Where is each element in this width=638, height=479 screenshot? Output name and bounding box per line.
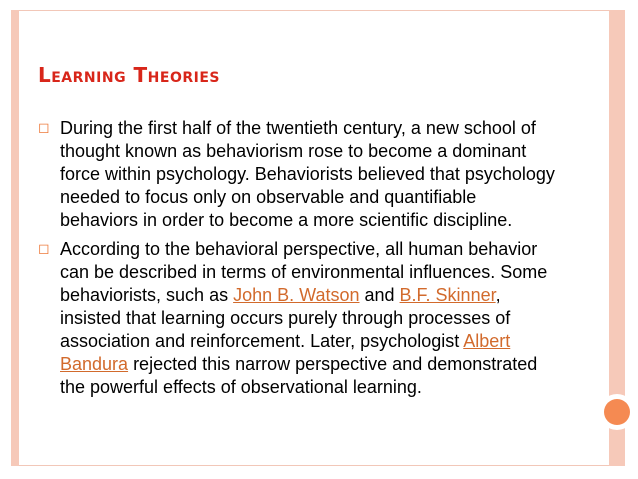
bullet-text: During the first half of the twentieth century, a new school of thought known as behaviorism rose to become a dominant force within psychology. Behaviorists believed that psychology needed to focus only on observable and quantifiable behaviors in order to become a more scientific discipline. [60,118,555,230]
link-albert-bandura[interactable]: Albert Bandura [60,331,511,374]
orange-dot-icon [604,399,630,425]
bullet-text [60,238,558,399]
bullet-text-segment: and [359,285,400,305]
square-bullet-icon: ◻ [38,241,50,257]
link-john-b-watson[interactable]: John B. Watson [233,285,360,305]
bullet-list [38,117,558,399]
square-bullet-icon: ◻ [38,120,50,136]
bullet-text-segment: , insisted that learning occurs purely through processes of association and reinforcement. Later, psychologist [60,285,511,351]
link-bf-skinner[interactable]: B.F. Skinner [399,285,496,305]
bullet-item [38,238,558,399]
bullet-text-segment: rejected this narrow perspective and demonstrated the powerful effects of observational learning. [60,354,538,397]
bullet-text-segment: According to the behavioral perspective, all human behavior can be described in terms of environmental influences. Some behaviorists, such as [60,239,548,305]
left-decorative-band [11,10,19,466]
bullet-item [38,117,558,232]
slide-title: Learning Theories [38,63,220,87]
